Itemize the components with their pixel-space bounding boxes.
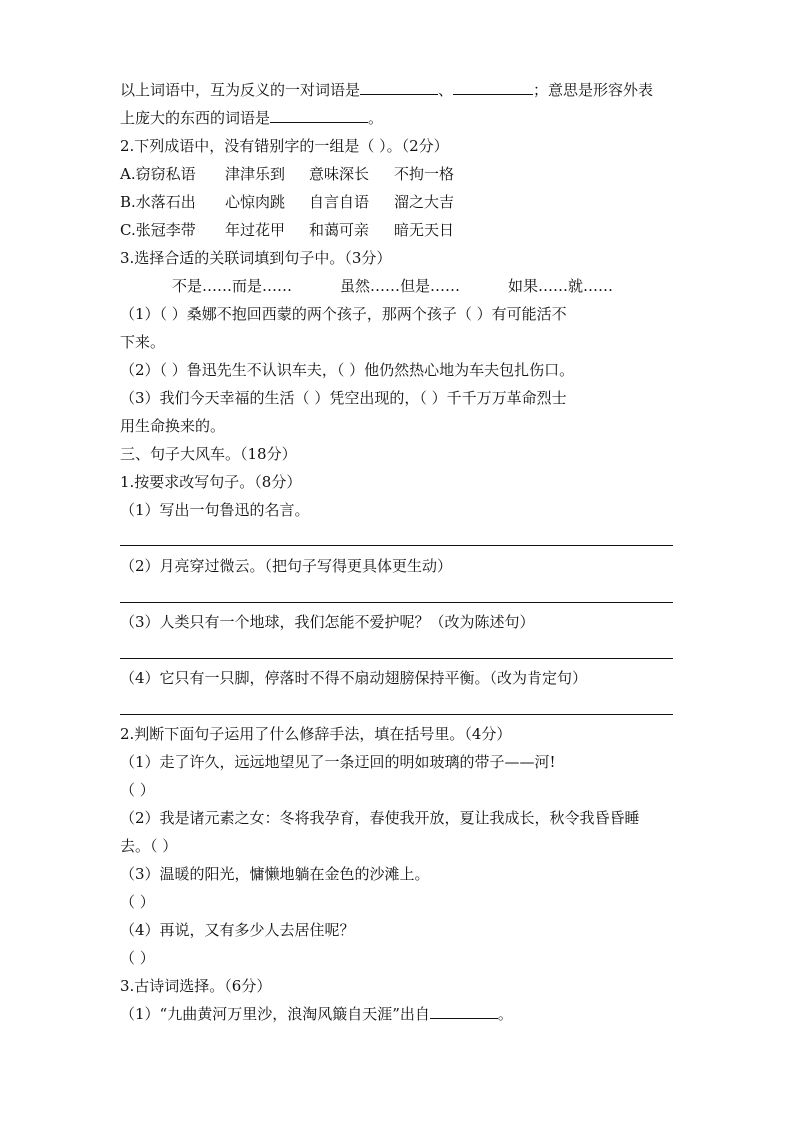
option-b-item: 溜之大吉 [394, 193, 455, 211]
option-a [120, 164, 680, 184]
option-c [120, 220, 680, 240]
answer-paren[interactable]: （ ） [120, 893, 155, 911]
option-c-item: 年过花甲 [225, 221, 286, 239]
section-3-title: 三、句子大风车。（18分） [120, 445, 297, 463]
option-c-item: 和蔼可亲 [309, 221, 370, 239]
rhetoric-item-3: （3）温暖的阳光，慵懒地躺在金色的沙滩上。 [120, 865, 430, 883]
rewrite-item-3: （3）人类只有一个地球，我们怎能不爱护呢？（改为陈述句） [120, 613, 535, 631]
option-a-item: 意味深长 [309, 165, 370, 183]
answer-blank[interactable] [360, 80, 438, 95]
option-c-item: C.张冠李带 [120, 221, 196, 239]
conjunction-word: 如果……就…… [508, 277, 614, 295]
period: 。 [368, 109, 384, 127]
rhetoric-item-2: （2）我是诸元素之女：冬将我孕育，春使我开放，夏让我成长，秋令我昏昏睡 [120, 809, 640, 827]
option-b [120, 192, 680, 212]
answer-blank[interactable] [453, 80, 533, 95]
rewrite-item-4: （4）它只有一只脚，停落时不得不扇动翅膀保持平衡。（改为肯定句） [120, 669, 588, 687]
answer-blank[interactable] [430, 1004, 498, 1019]
answer-paren[interactable]: （ ） [120, 949, 155, 967]
option-a-item: 不拘一格 [394, 165, 455, 183]
conjunction-word: 不是……而是…… [172, 277, 293, 295]
option-a-item: A.窃窃私语 [120, 165, 196, 183]
answer-blank[interactable] [270, 108, 368, 123]
poem-title: 3.古诗词选择。（6分） [120, 977, 272, 995]
period: 。 [497, 1005, 513, 1023]
option-b-item: 心惊肉跳 [225, 193, 286, 211]
option-c-item: 暗无天日 [394, 221, 455, 239]
antonym-prompt-tail: ；意思是形容外表 [533, 81, 654, 99]
answer-line[interactable] [120, 714, 673, 715]
answer-line[interactable] [120, 545, 673, 546]
option-b-item: 自言自语 [309, 193, 370, 211]
antonym-prompt: 以上词语中，互为反义的一对词语是 [120, 81, 361, 99]
rhetoric-item-1: （1）走了许久，远远地望见了一条迂回的明如玻璃的带子——河! [120, 753, 556, 771]
q3-sentence-1-cont: 下来。 [120, 333, 166, 351]
poem-prompt: （1）“九曲黄河万里沙，浪淘风簸自天涯”出自 [120, 1005, 430, 1023]
rhetoric-item-4: （4）再说，又有多少人去居住呢？ [120, 921, 355, 939]
q3-sentence-3-cont: 用生命换来的。 [120, 417, 226, 435]
q3-title: 3.选择合适的关联词填到句子中。（3分） [120, 249, 392, 267]
rewrite-title: 1.按要求改写句子。（8分） [120, 473, 302, 491]
conjunction-list [120, 276, 680, 296]
rewrite-item-1: （1）写出一句鲁迅的名言。 [120, 501, 310, 519]
q3-sentence-3: （3）我们今天幸福的生活（ ）凭空出现的，（ ）千千万万革命烈士 [120, 389, 567, 407]
huge-word-line [120, 108, 680, 128]
huge-word-prompt: 上庞大的东西的词语是 [120, 109, 271, 127]
conjunction-word: 虽然……但是…… [340, 277, 461, 295]
answer-line[interactable] [120, 658, 673, 659]
answer-paren[interactable]: （ ） [120, 781, 155, 799]
q3-sentence-1: （1）（ ）桑娜不抱回西蒙的两个孩子，那两个孩子（ ）有可能活不 [120, 305, 567, 323]
option-b-item: B.水落石出 [120, 193, 196, 211]
option-a-item: 津津乐到 [225, 165, 286, 183]
rhetoric-item-2-cont[interactable]: 去。（ ） [120, 837, 178, 855]
separator: 、 [438, 81, 454, 99]
answer-line[interactable] [120, 602, 673, 603]
rewrite-item-2: （2）月亮穿过微云。（把句子写得更具体更生动） [120, 557, 453, 575]
poem-item-1 [120, 1004, 680, 1024]
rhetoric-title: 2.判断下面句子运用了什么修辞手法，填在括号里。（4分） [120, 725, 512, 743]
q3-sentence-2: （2）（ ）鲁迅先生不认识车夫，（ ）他仍然热心地为车夫包扎伤口。 [120, 361, 575, 379]
q2-title: 2.下列成语中，没有错别字的一组是（ ）。（2分） [120, 137, 449, 155]
antonym-line [120, 80, 680, 100]
